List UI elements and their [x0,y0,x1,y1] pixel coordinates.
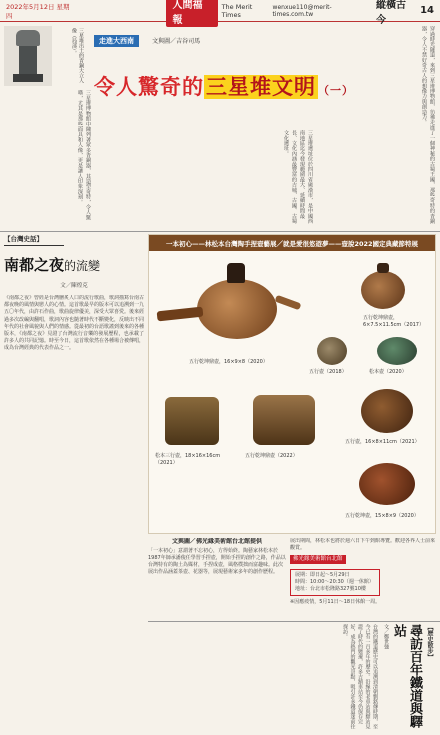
bronze-figure-photo [4,26,52,86]
left-byline: 文／陳煌克 [60,283,88,289]
top-left-column: 三星堆博物館中陳列著眾多青銅器，其造型奇特，令人驚嘆，尤其是那些面具和人像，更是讓人印象深刻。 [77,90,91,220]
caption-1: 五行乾坤鼎壺，6×7.5×11.5cm（2017） [363,315,424,328]
exhibit-panel [148,234,436,534]
left-article-body: 《南都之夜》曾經是台灣膾炙人口的流行歌曲，歌詞描寫台南古都夜晚的風情與戀人的心情。這首歌最早的版本可以追溯到一九五〇年代，由許石作曲，歌曲旋律優美，深受大眾喜愛。後來經過多次改編與翻唱，歌詞內容也隨著時代不斷變化，反映出不同年代的社會風貌與人們的情感。從最初的台語歌謠到後來的各種版本，《南都之夜》見證了台灣流行音樂的發展歷程，也承載了許多人的共同記憶。時至今日，這首歌依然在各種場合被傳唱，成為台灣經典的代表作品之一。 [4,295,144,352]
teapot-6-photo [155,381,229,451]
teapot-large-spout [275,295,302,310]
teapot-2-photo [349,257,419,313]
bronze-figure-base [13,74,43,82]
schedule-box [290,569,380,596]
bottom-article-title-block [380,624,436,732]
closure-note: ※因應疫情，5月11日～18日休館一周。 [290,599,381,605]
teapot-5-body [361,389,413,433]
teapot-2-lid [377,263,389,273]
teapot-large-lid [227,263,245,283]
top-middle-column: 三星堆遺址位於四川省廣漢市，是中國西南地區迄今發現範圍最大、延續時間最長、文化內涵最豐富的古城、古國、古蜀文化遺址。 [283,130,313,224]
headline-highlight: 三星堆文明 [206,75,316,99]
exhibit-info-intro: 展出期間，林松本也將於週六日下午到館導覽。歡迎各界人士前來觀賞。 [290,538,436,551]
teapot-6-body [165,397,219,445]
teapot-8-photo [345,457,431,509]
bronze-figure-head [16,30,40,46]
teapot-4-body [377,337,417,365]
exhibit-banner: 一本初心——林松本台灣陶手捏壺藝展／就是愛很悠遊夢——壺說2022國定典藏節特展 [149,235,435,251]
caption-6: 松本三行壺，18×16×16cm（2021） [155,453,221,466]
schedule-address: 地址：台北市松隆路327號10樓 [295,586,366,592]
bottom-article-title: 尋訪百年鐵道與驛站 [391,624,422,728]
caption-2: 五行壺（2018） [309,369,347,375]
brand-english: The Merit Times [221,2,253,19]
teapot-large-photo [157,259,307,355]
schedule-dates: 展期：即日起～5月29日 [295,572,350,578]
exhibit-article [148,538,286,620]
top-article [0,22,440,230]
teapot-5-photo [343,379,429,437]
teapot-large-body [197,279,277,339]
caption-7: 五行乾坤鼎壺（2022） [245,453,298,459]
top-headline [94,71,354,101]
teapot-large-handle [157,307,204,322]
top-right-column: 穿過時光隧道，來到三星堆博物館，彷彿走進了一個神秘的古蜀王國，那些奇特的青銅器，令人不禁好奇古人的想像力與創造力。 [421,26,435,224]
top-byline: 文與圖／吉谷司馬 [152,38,201,45]
teapot-4-photo [367,331,433,367]
bottom-article-body: 台灣的鐵道歷史可以追溯到清朝劉銘傳時期，至今已有一百多年的歷史。沿線的老車站與驛站見證了時代的變遷，許多古蹟車站至今仍保存完好，成為熱門的觀光景點，吸引許多鐵道迷前往探訪。 [342,624,378,729]
section-divider [0,231,440,232]
kicker-badge: 走進大西南 [94,35,139,47]
masthead [0,0,440,26]
headline-prefix: 令人驚奇的 [94,75,204,99]
exhibit-article-body: 「一本初心」意謂著不忘初心，方得始終。陶藝家林松本於1987年師承潘俊任學習手捏壺，開始手捏的創作之路，作品以台灣特有的陶土為媒材，手捏成壺，風格樸拙而富趣味。此次展出作品涵蓋茶壺、花器等，展現藝術家多年的創作歷程。 [148,548,286,575]
teapot-3-body [317,337,347,365]
bottom-divider [148,621,440,622]
left-article [4,234,144,730]
column-tag: 【台灣史話】 [4,234,64,246]
email-address: wenxue110@merit-times.com.tw [272,3,332,18]
issue-date: 2022年5月12日 星期四 [6,2,70,20]
headline-part: （一） [318,84,354,97]
teapot-3-photo [313,331,353,367]
schedule-hours: 時間：10:00～20:30（週一休館） [295,579,374,585]
left-title-main: 南都之夜 [4,256,65,274]
top-title-area [94,28,354,128]
teapot-2-body [361,271,405,309]
section-title: 縱橫古今 [375,0,406,26]
left-article-title [4,254,144,275]
teapot-8-body [359,463,415,505]
exhibit-article-heading: 文與圖／佛光緣美術館台北館提供 [171,538,262,545]
venue-tag: 佛光緣美術館台北館 [290,555,346,564]
photo-caption: 三星堆出土的青銅大立人像（局部）。 [71,28,84,83]
bottom-article-byline: 文／鄭世強 [383,624,389,649]
teapot-7-body [253,395,315,445]
bronze-figure-body [19,46,37,74]
brand-logo: 人間福報 [166,0,217,27]
caption-8: 五行乾坤壺，15×8×9（2020） [345,513,419,519]
caption-4: 松本壺（2020） [369,369,407,375]
bottom-article-tag: 【歷史散步】 [426,624,433,660]
caption-5: 五行壺，16×8×11cm（2021） [345,439,420,445]
teapot-7-photo [239,381,331,451]
page-number: 14 [420,5,434,16]
caption-3: 五行乾坤鼎壺，16×9×8（2020） [189,359,268,365]
left-title-sub: 的流變 [64,259,101,273]
